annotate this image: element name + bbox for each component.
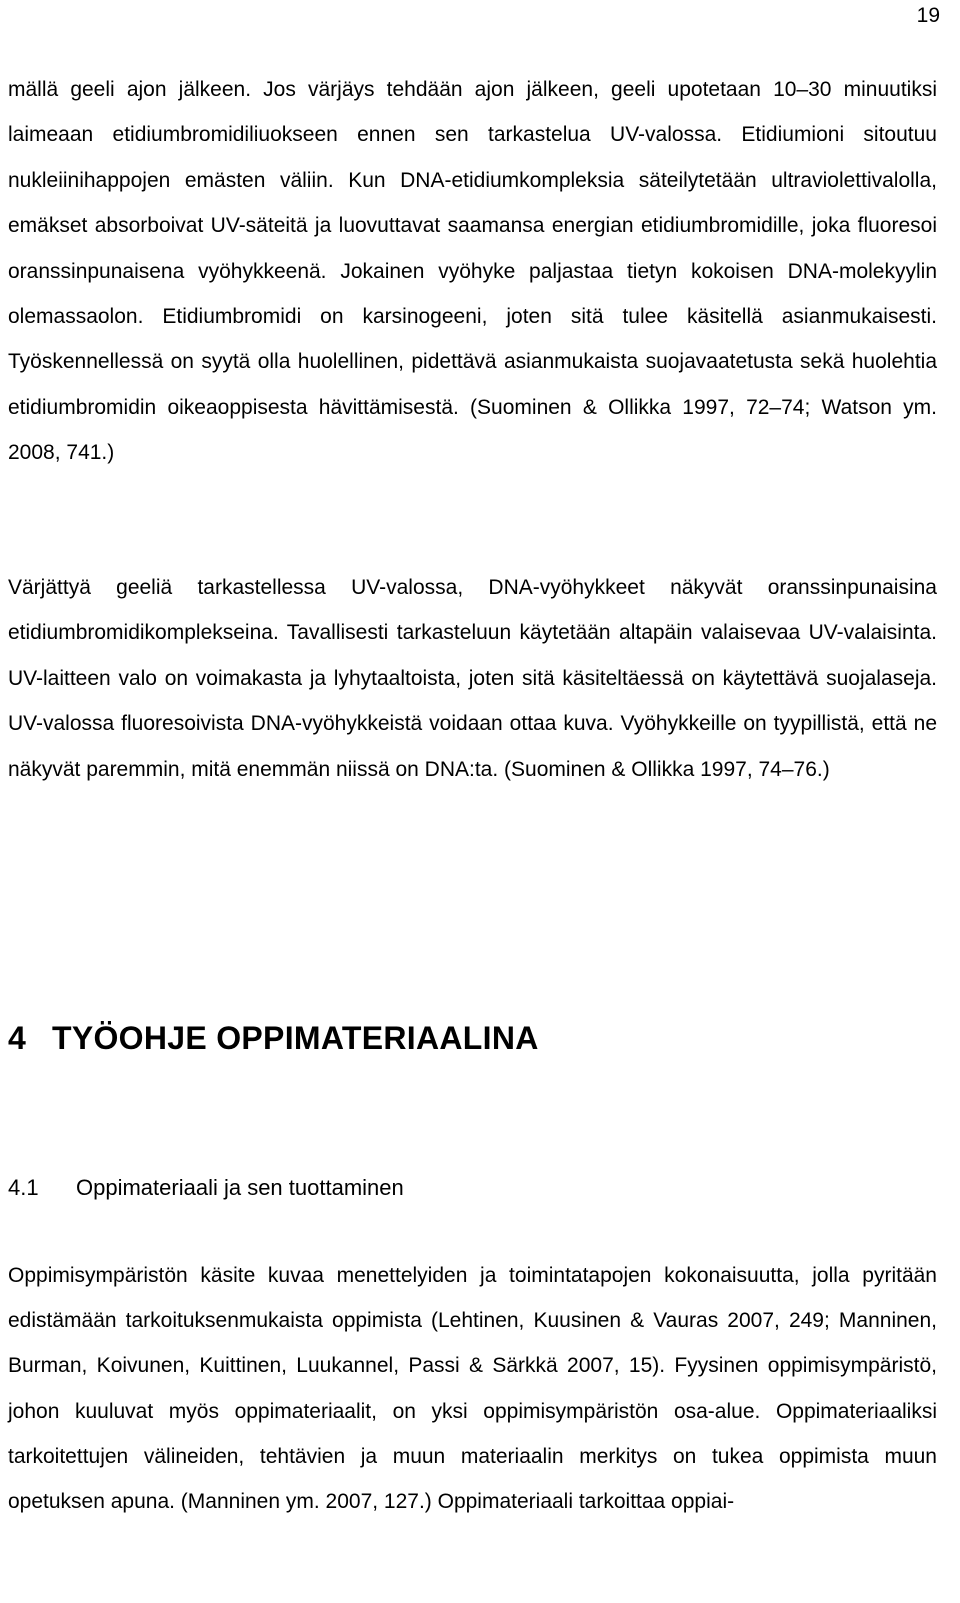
paragraph-uv-inspection: Värjättyä geeliä tarkastellessa UV-valossa, DNA-vyöhykkeet näkyvät oranssinpunaisina etidiumbromidikomplekseina. Tavallisesti tarkasteluun käytetään altapäin valaisevaa UV-valaisinta. UV-laitteen valo on voimakasta ja lyhytaaltoista, joten sitä käsiteltäessä on käytettävä suojalaseja. UV-valossa fluoresoivista DNA-vyöhykkeistä voidaan ottaa kuva. Vyöhykkeille on tyypillistä, että ne näkyvät paremmin, mitä enemmän niissä on DNA:ta. (Suominen & Ollikka 1997, 74–76.) xyxy=(8,576,937,781)
chapter-number: 4 xyxy=(8,1020,27,1056)
paragraph-electrophoresis-staining: mällä geeli ajon jälkeen. Jos värjäys tehdään ajon jälkeen, geeli upotetaan 10–30 minuutiksi laimeaan etidiumbromidiliuokseen ennen sen tarkastelua UV-valossa. Etidiumioni sitoutuu nukleiinihappojen emästen väliin. Kun DNA-etidiumkompleksia säteilytetään ultraviolettivalolla, emäkset absorboivat UV-säteitä ja luovuttavat saamansa energian etidiumbromidille, joka fluoresoi oranssinpunaisena vyöhykkeenä. Jokainen vyöhyke paljastaa tietyn kokoisen DNA-molekyylin olemassaolon. Etidiumbromidi on karsinogeeni, joten sitä tulee käsitellä asianmukaisesti. Työskennellessä on syytä olla huolellinen, pidettävä asianmukaista suojavaatetusta sekä huolehtia etidiumbromidin oikeaoppisesta hävittämisestä. (Suominen & Ollikka 1997, 72–74; Watson ym. 2008, 741.) xyxy=(8,78,937,465)
chapter-title: TYÖOHJE OPPIMATERIAALINA xyxy=(52,1020,539,1056)
section-title: Oppimateriaali ja sen tuottaminen xyxy=(76,1175,404,1200)
paragraph-learning-environment: Oppimisympäristön käsite kuvaa menettelyiden ja toimintatapojen kokonaisuutta, jolla pyritään edistämään tarkoituksenmukaista oppimista (Lehtinen, Kuusinen & Vauras 2007, 249; Manninen, Burman, Koivunen, Kuittinen, Luukannel, Passi & Särkkä 2007, 15). Fyysinen oppimisympäristö, johon kuuluvat myös oppimateriaalit, on yksi oppimisympäristön osa-alue. Oppimateriaaliksi tarkoitettujen välineiden, tehtävien ja muun materiaalin merkitys on tukea oppimista muun opetuksen apuna. (Manninen ym. 2007, 127.) Oppimateriaali tarkoittaa oppiai- xyxy=(8,1264,937,1514)
chapter-heading xyxy=(8,1020,539,1057)
section-heading xyxy=(8,1175,404,1201)
section-number: 4.1 xyxy=(8,1175,39,1200)
page-number: 19 xyxy=(916,4,940,27)
